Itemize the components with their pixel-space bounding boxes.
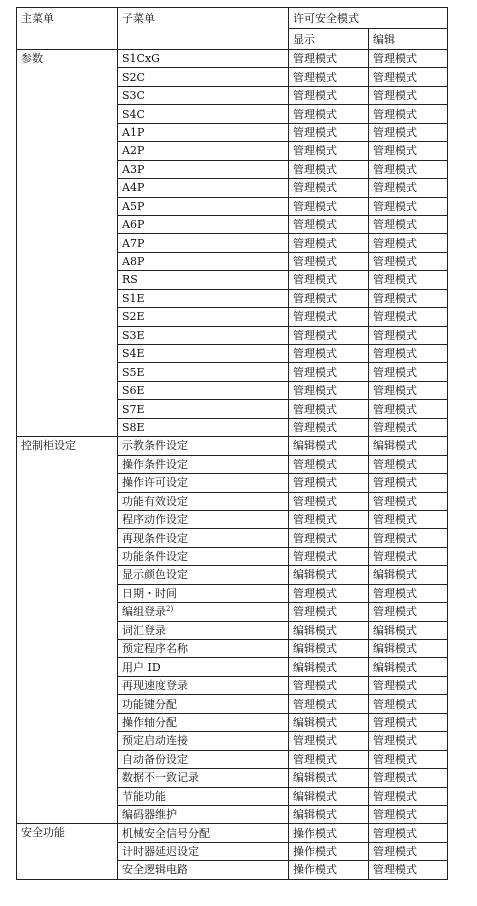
edit-mode-cell: 管理模式 — [369, 179, 448, 197]
display-mode-cell: 管理模式 — [289, 308, 369, 326]
edit-mode-cell: 管理模式 — [369, 105, 448, 123]
sub-menu-label: 词汇登录 — [122, 623, 166, 637]
sub-menu-label: S5E — [122, 365, 145, 379]
sub-menu-label: 计时器延迟设定 — [122, 845, 199, 859]
display-mode-cell: 管理模式 — [289, 363, 369, 381]
display-mode-cell: 管理模式 — [289, 695, 369, 713]
edit-mode-cell: 管理模式 — [369, 824, 448, 842]
main-menu-cell: 安全功能 — [17, 824, 118, 879]
sub-menu-label: 编组登录 — [122, 605, 166, 619]
edit-mode-cell: 管理模式 — [369, 510, 448, 528]
edit-mode-cell: 管理模式 — [369, 474, 448, 492]
display-mode-cell: 管理模式 — [289, 252, 369, 270]
edit-mode-cell: 管理模式 — [369, 695, 448, 713]
edit-mode-cell: 管理模式 — [369, 769, 448, 787]
sub-menu-cell — [118, 547, 289, 565]
sub-menu-label: 功能条件设定 — [122, 550, 188, 564]
footnote-marker: 2) — [166, 605, 174, 614]
display-mode-cell: 管理模式 — [289, 105, 369, 123]
sub-menu-cell — [118, 584, 289, 602]
table-row — [17, 50, 448, 68]
sub-menu-cell — [118, 252, 289, 270]
sub-menu-label: A3P — [122, 162, 145, 176]
display-mode-cell: 编辑模式 — [289, 769, 369, 787]
edit-mode-cell: 管理模式 — [369, 455, 448, 473]
display-mode-cell: 管理模式 — [289, 750, 369, 768]
sub-menu-cell — [118, 658, 289, 676]
edit-mode-cell: 管理模式 — [369, 584, 448, 602]
edit-mode-cell: 管理模式 — [369, 805, 448, 823]
display-mode-cell: 管理模式 — [289, 345, 369, 363]
display-mode-cell: 管理模式 — [289, 215, 369, 233]
sub-menu-label: 示教条件设定 — [122, 439, 188, 453]
edit-mode-cell: 管理模式 — [369, 289, 448, 307]
sub-menu-cell — [118, 179, 289, 197]
edit-mode-cell: 管理模式 — [369, 363, 448, 381]
edit-mode-cell: 管理模式 — [369, 50, 448, 68]
sub-menu-cell — [118, 326, 289, 344]
sub-menu-cell — [118, 750, 289, 768]
edit-mode-cell: 编辑模式 — [369, 658, 448, 676]
header-permit-mode: 许可安全模式 — [289, 8, 448, 29]
display-mode-cell: 编辑模式 — [289, 787, 369, 805]
sub-menu-cell — [118, 271, 289, 289]
sub-menu-label: 用户 ID — [122, 660, 161, 674]
sub-menu-cell — [118, 695, 289, 713]
sub-menu-cell — [118, 676, 289, 694]
sub-menu-label: 自动备份设定 — [122, 752, 188, 766]
display-mode-cell: 管理模式 — [289, 603, 369, 621]
header-row — [17, 8, 448, 29]
display-mode-cell: 操作模式 — [289, 842, 369, 860]
sub-menu-cell — [118, 289, 289, 307]
sub-menu-label: 功能有效设定 — [122, 494, 188, 508]
sub-menu-cell — [118, 805, 289, 823]
display-mode-cell: 管理模式 — [289, 455, 369, 473]
sub-menu-label: 节能功能 — [122, 789, 166, 803]
display-mode-cell: 管理模式 — [289, 547, 369, 565]
display-mode-cell: 管理模式 — [289, 492, 369, 510]
edit-mode-cell: 管理模式 — [369, 418, 448, 436]
edit-mode-cell: 管理模式 — [369, 750, 448, 768]
sub-menu-cell — [118, 68, 289, 86]
sub-menu-label: 再现速度登录 — [122, 679, 188, 693]
sub-menu-label: S8E — [122, 420, 145, 434]
display-mode-cell: 管理模式 — [289, 381, 369, 399]
sub-menu-cell — [118, 474, 289, 492]
header-main-menu: 主菜单 — [17, 8, 118, 50]
sub-menu-cell — [118, 529, 289, 547]
edit-mode-cell: 管理模式 — [369, 215, 448, 233]
edit-mode-cell: 管理模式 — [369, 529, 448, 547]
sub-menu-label: 程序动作设定 — [122, 513, 188, 527]
sub-menu-cell — [118, 363, 289, 381]
sub-menu-label: S2C — [122, 70, 145, 84]
sub-menu-label: 预定启动连接 — [122, 734, 188, 748]
sub-menu-cell — [118, 381, 289, 399]
edit-mode-cell: 管理模式 — [369, 861, 448, 879]
table-row — [17, 824, 448, 842]
header-sub-menu: 子菜单 — [118, 8, 289, 50]
sub-menu-cell — [118, 492, 289, 510]
sub-menu-label: A6P — [122, 218, 145, 232]
sub-menu-cell — [118, 621, 289, 639]
display-mode-cell: 编辑模式 — [289, 437, 369, 455]
display-mode-cell: 管理模式 — [289, 326, 369, 344]
sub-menu-label: S4E — [122, 347, 145, 361]
sub-menu-label: A8P — [122, 255, 145, 269]
display-mode-cell: 编辑模式 — [289, 658, 369, 676]
display-mode-cell: 管理模式 — [289, 86, 369, 104]
display-mode-cell: 管理模式 — [289, 160, 369, 178]
edit-mode-cell: 管理模式 — [369, 787, 448, 805]
sub-menu-cell — [118, 437, 289, 455]
sub-menu-label: S3C — [122, 89, 145, 103]
sub-menu-label: 功能键分配 — [122, 697, 177, 711]
sub-menu-cell — [118, 566, 289, 584]
edit-mode-cell: 管理模式 — [369, 271, 448, 289]
display-mode-cell: 管理模式 — [289, 474, 369, 492]
sub-menu-label: A4P — [122, 181, 145, 195]
display-mode-cell: 管理模式 — [289, 584, 369, 602]
sub-menu-label: S1CxG — [122, 52, 160, 66]
sub-menu-label: RS — [122, 273, 138, 287]
sub-menu-label: 操作条件设定 — [122, 457, 188, 471]
sub-menu-cell — [118, 418, 289, 436]
display-mode-cell: 管理模式 — [289, 271, 369, 289]
display-mode-cell: 管理模式 — [289, 197, 369, 215]
display-mode-cell: 管理模式 — [289, 289, 369, 307]
edit-mode-cell: 管理模式 — [369, 842, 448, 860]
edit-mode-cell: 编辑模式 — [369, 437, 448, 455]
sub-menu-label: 数据不一致记录 — [122, 771, 199, 785]
header-edit: 编辑 — [369, 29, 448, 50]
sub-menu-label: S2E — [122, 310, 145, 324]
sub-menu-label: A1P — [122, 125, 145, 139]
edit-mode-cell: 管理模式 — [369, 142, 448, 160]
edit-mode-cell: 管理模式 — [369, 326, 448, 344]
display-mode-cell: 管理模式 — [289, 732, 369, 750]
display-mode-cell: 管理模式 — [289, 179, 369, 197]
edit-mode-cell: 管理模式 — [369, 400, 448, 418]
edit-mode-cell: 管理模式 — [369, 234, 448, 252]
sub-menu-cell — [118, 142, 289, 160]
sub-menu-label: S3E — [122, 328, 145, 342]
edit-mode-cell: 管理模式 — [369, 68, 448, 86]
edit-mode-cell: 管理模式 — [369, 603, 448, 621]
sub-menu-cell — [118, 160, 289, 178]
sub-menu-cell — [118, 234, 289, 252]
sub-menu-label: 操作许可设定 — [122, 476, 188, 490]
header-display: 显示 — [289, 29, 369, 50]
edit-mode-cell: 管理模式 — [369, 308, 448, 326]
table-row — [17, 437, 448, 455]
display-mode-cell: 管理模式 — [289, 510, 369, 528]
sub-menu-label: 编码器维护 — [122, 808, 177, 822]
edit-mode-cell: 编辑模式 — [369, 566, 448, 584]
sub-menu-cell — [118, 308, 289, 326]
display-mode-cell: 管理模式 — [289, 676, 369, 694]
display-mode-cell: 管理模式 — [289, 123, 369, 141]
sub-menu-cell — [118, 732, 289, 750]
edit-mode-cell: 管理模式 — [369, 381, 448, 399]
sub-menu-label: A5P — [122, 199, 145, 213]
sub-menu-label: S7E — [122, 402, 145, 416]
sub-menu-label: S6E — [122, 384, 145, 398]
edit-mode-cell: 管理模式 — [369, 252, 448, 270]
sub-menu-label: 日期・时间 — [122, 586, 177, 600]
sub-menu-cell — [118, 86, 289, 104]
display-mode-cell: 管理模式 — [289, 50, 369, 68]
display-mode-cell: 管理模式 — [289, 529, 369, 547]
display-mode-cell: 编辑模式 — [289, 621, 369, 639]
sub-menu-cell — [118, 197, 289, 215]
edit-mode-cell: 管理模式 — [369, 492, 448, 510]
sub-menu-cell — [118, 123, 289, 141]
sub-menu-cell — [118, 400, 289, 418]
edit-mode-cell: 管理模式 — [369, 713, 448, 731]
table-body — [17, 50, 448, 880]
main-menu-cell: 参数 — [17, 50, 118, 437]
sub-menu-cell — [118, 640, 289, 658]
display-mode-cell: 操作模式 — [289, 861, 369, 879]
edit-mode-cell: 管理模式 — [369, 732, 448, 750]
edit-mode-cell: 管理模式 — [369, 676, 448, 694]
sub-menu-cell — [118, 824, 289, 842]
display-mode-cell: 编辑模式 — [289, 566, 369, 584]
display-mode-cell: 管理模式 — [289, 68, 369, 86]
sub-menu-label: 机械安全信号分配 — [122, 826, 210, 840]
display-mode-cell: 管理模式 — [289, 400, 369, 418]
display-mode-cell: 编辑模式 — [289, 713, 369, 731]
main-menu-cell: 控制柜设定 — [17, 437, 118, 824]
sub-menu-cell — [118, 713, 289, 731]
display-mode-cell: 编辑模式 — [289, 640, 369, 658]
sub-menu-cell — [118, 787, 289, 805]
sub-menu-cell — [118, 603, 289, 621]
edit-mode-cell: 管理模式 — [369, 86, 448, 104]
sub-menu-label: S4C — [122, 107, 145, 121]
edit-mode-cell: 管理模式 — [369, 197, 448, 215]
sub-menu-label: 显示颜色设定 — [122, 568, 188, 582]
sub-menu-label: 安全逻辑电路 — [122, 863, 188, 877]
display-mode-cell: 操作模式 — [289, 824, 369, 842]
sub-menu-label: 操作轴分配 — [122, 715, 177, 729]
edit-mode-cell: 编辑模式 — [369, 640, 448, 658]
display-mode-cell: 管理模式 — [289, 234, 369, 252]
sub-menu-cell — [118, 50, 289, 68]
edit-mode-cell: 管理模式 — [369, 160, 448, 178]
sub-menu-cell — [118, 842, 289, 860]
sub-menu-cell — [118, 510, 289, 528]
sub-menu-cell — [118, 345, 289, 363]
sub-menu-cell — [118, 105, 289, 123]
display-mode-cell: 编辑模式 — [289, 805, 369, 823]
edit-mode-cell: 管理模式 — [369, 123, 448, 141]
sub-menu-cell — [118, 769, 289, 787]
security-mode-table — [16, 7, 448, 880]
sub-menu-cell — [118, 455, 289, 473]
edit-mode-cell: 管理模式 — [369, 547, 448, 565]
sub-menu-label: 再现条件设定 — [122, 531, 188, 545]
display-mode-cell: 管理模式 — [289, 142, 369, 160]
edit-mode-cell: 编辑模式 — [369, 621, 448, 639]
edit-mode-cell: 管理模式 — [369, 345, 448, 363]
sub-menu-label: 预定程序名称 — [122, 642, 188, 656]
display-mode-cell: 管理模式 — [289, 418, 369, 436]
sub-menu-label: A7P — [122, 236, 145, 250]
sub-menu-label: S1E — [122, 291, 145, 305]
sub-menu-cell — [118, 861, 289, 879]
sub-menu-cell — [118, 215, 289, 233]
sub-menu-label: A2P — [122, 144, 145, 158]
